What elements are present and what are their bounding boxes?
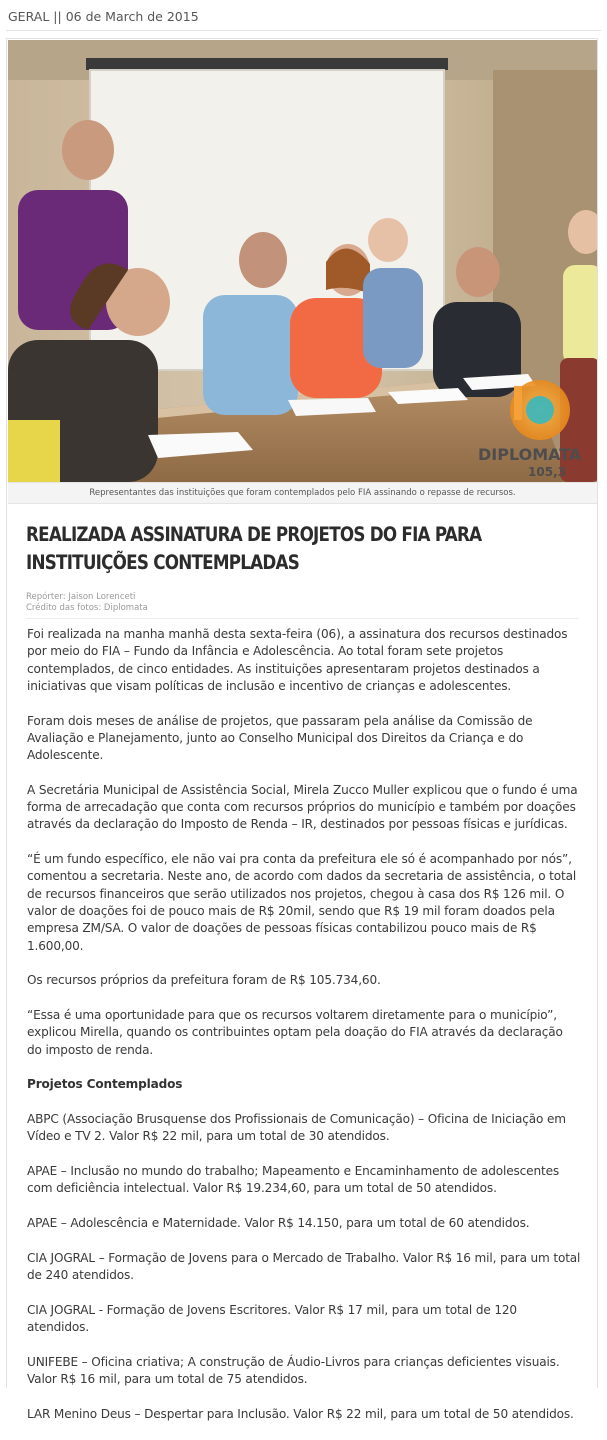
publish-date: 06 de March de 2015 <box>65 9 199 24</box>
project-item: UNIFEBE – Oficina criativa; A construção de Áudio-Livros para crianças deficientes visuais. Valor R$ 16 mil, para um total de 75 atendidos. <box>27 1354 560 1386</box>
article-credits <box>26 592 148 614</box>
article-paragraph: “Essa é uma oportunidade para que os recursos voltarem diretamente para o município”, explicou Mirella, quando os contribuintes optam pela doação do FIA através da declaração do imposto de renda. <box>27 1008 563 1057</box>
article-body <box>27 626 581 1440</box>
article-title: REALIZADA ASSINATURA DE PROJETOS DO FIA PARA INSTITUIÇÕES CONTEMPLADAS <box>26 523 482 574</box>
watermark-name: DIPLOMATA <box>478 445 582 464</box>
article-paragraph: Foi realizada na manha manhã desta sexta-feira (06), a assinatura dos recursos destinados por meio do FIA – Fundo da Infância e Adolescência. Ao total foram sete projetos contemplados, de cinco entidades. As instituições apresentaram projetos destinados a iniciativas que visam políticas de inclusão e incentivo de crianças e adolescentes. <box>27 627 568 693</box>
meta-separator: || <box>53 9 62 24</box>
photo-caption-bar <box>8 482 597 504</box>
article-meta <box>8 9 199 24</box>
photo-caption: Representantes das instituições que foram contemplados pelo FIA assinando o repasse de recursos. <box>89 488 516 498</box>
photo-credit: Crédito das fotos: Diplomata <box>26 603 148 613</box>
project-item: LAR Menino Deus – Despertar para Inclusão. Valor R$ 22 mil, para um total de 50 atendidos. <box>27 1406 574 1421</box>
article-photo[interactable] <box>8 40 597 482</box>
article-paragraph: A Secretária Municipal de Assistência Social, Mirela Zucco Muller explicou que o fundo é uma forma de arrecadação que conta com recursos próprios do município e também por doações através da declaração do Imposto de Renda – IR, destinados por pessoas físicas e jurídicas. <box>27 782 578 832</box>
watermark-frequency: 105,3 <box>528 465 566 479</box>
project-item: ABPC (Associação Brusquense dos Profissionais de Comunicação) – Oficina de Iniciação em Vídeo e TV 2. Valor R$ 22 mil, para um total de 30 atendidos. <box>27 1111 566 1144</box>
meta-divider <box>6 30 601 31</box>
article-meta-bar <box>0 0 607 36</box>
credits-divider <box>26 618 579 619</box>
project-item: APAE – Adolescência e Maternidade. Valor R$ 14.150, para um total de 60 atendidos. <box>27 1215 530 1230</box>
project-item: CIA JOGRAL - Formação de Jovens Escritores. Valor R$ 17 mil, para um total de 120 atendidos. <box>27 1302 517 1334</box>
project-item: CIA JOGRAL – Formação de Jovens para o Mercado de Trabalho. Valor R$ 16 mil, para um total de 240 atendidos. <box>27 1250 581 1282</box>
group-photo-image <box>8 40 597 482</box>
article-card <box>6 38 598 1421</box>
project-item: APAE – Inclusão no mundo do trabalho; Mapeamento e Encaminhamento de adolescentes com deficiência intelectual. Valor R$ 19.234,60, para um total de 50 atendidos. <box>27 1163 560 1196</box>
reporter-credit: Repórter: Jaison Lorenceti <box>26 592 136 602</box>
category-link[interactable]: GERAL <box>8 9 50 24</box>
projects-heading: Projetos Contemplados <box>27 1077 183 1092</box>
article-paragraph: “É um fundo específico, ele não vai pra conta da prefeitura ele só é acompanhado por nós”, comentou a secretaria. Neste ano, de acordo com dados da secretaria de assistência, o total de recursos financeiros que serão utilizados nos projetos, chegou à casa dos R$ 126 mil. O valor de doações foi de pouco mais de R$ 20mil, sendo que R$ 19 mil foram doados pela empresa ZM/SA. O valor de doações de pessoas físicas contabilizou pouco mais de R$ 1.600,00. <box>27 852 577 953</box>
article-paragraph: Os recursos próprios da prefeitura foram de R$ 105.734,60. <box>27 973 381 988</box>
article-paragraph: Foram dois meses de análise de projetos, que passaram pela análise da Comissão de Avaliação e Planejamento, junto ao Conselho Municipal dos Direitos da Criança e do Adolescente. <box>27 713 533 763</box>
